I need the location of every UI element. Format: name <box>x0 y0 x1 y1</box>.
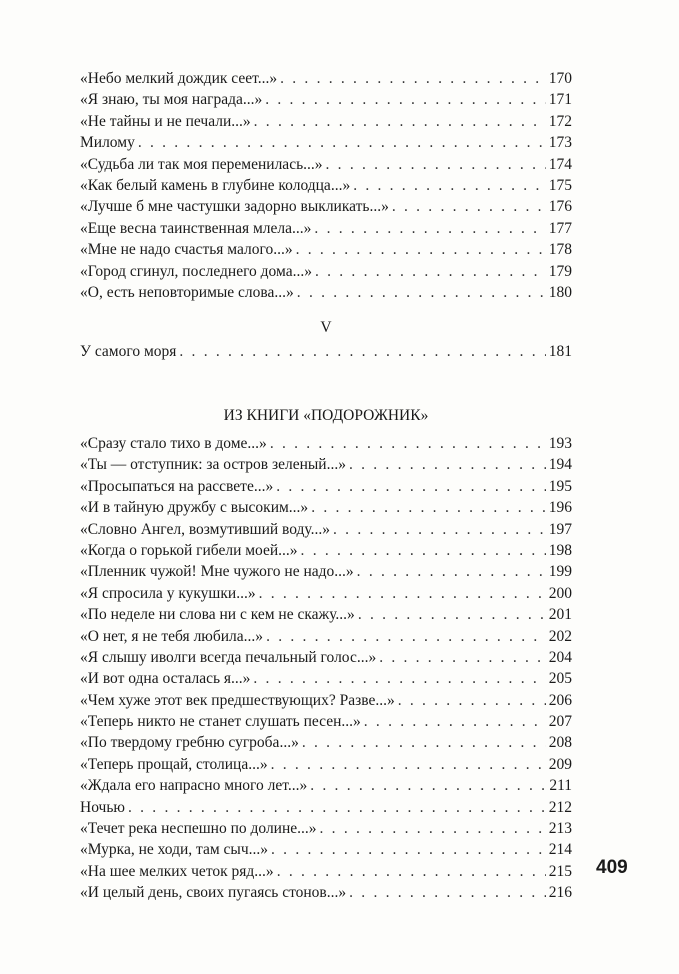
toc-entry <box>80 861 572 882</box>
toc-entry <box>80 754 572 775</box>
toc-entry <box>80 626 572 647</box>
toc-entry <box>80 261 572 282</box>
entry-page: 172 <box>548 112 572 130</box>
leader-dots <box>392 196 546 217</box>
entry-title: «Ждала его напрасно много лет...» <box>80 777 308 795</box>
toc-entry <box>80 497 572 518</box>
entry-title: «Ты — отступник: за остров зеленый...» <box>80 456 346 474</box>
toc-entry <box>80 711 572 732</box>
toc-entry <box>80 690 572 711</box>
leader-dots <box>271 839 546 860</box>
toc-entry <box>80 132 572 153</box>
entry-page: 216 <box>548 884 572 902</box>
entry-page: 209 <box>548 755 572 773</box>
section-heading-book: ИЗ КНИГИ «ПОДОРОЖНИК» <box>223 407 429 424</box>
toc-entry <box>80 454 572 475</box>
entry-page: 201 <box>548 606 572 624</box>
leader-dots <box>277 861 546 882</box>
leader-dots <box>270 433 546 454</box>
entry-page: 207 <box>548 713 572 731</box>
entry-title: «Как белый камень в глубине колодца...» <box>80 176 351 194</box>
entry-title: «Не тайны и не печали...» <box>80 112 251 130</box>
leader-dots <box>253 668 545 689</box>
entry-title: «И вот одна осталась я...» <box>80 670 251 688</box>
entry-page: 179 <box>548 262 572 280</box>
entry-title: «Небо мелкий дождик сеет...» <box>80 70 278 87</box>
entry-page: 175 <box>548 176 572 194</box>
leader-dots <box>138 132 546 153</box>
entry-title: «Я спросила у кукушки...» <box>80 584 256 602</box>
leader-dots <box>311 497 546 518</box>
toc-entry <box>80 561 572 582</box>
toc-entry <box>80 476 572 497</box>
entry-title: «Течет река неспешно по долине...» <box>80 820 317 838</box>
leader-dots <box>280 68 546 89</box>
toc-entry <box>80 839 572 860</box>
toc-entry <box>80 111 572 132</box>
entry-page: 212 <box>548 798 572 816</box>
entry-page: 174 <box>548 155 572 173</box>
entry-title: «Лучше б мне частушки задорно выкликать...» <box>80 198 389 216</box>
leader-dots <box>326 154 546 175</box>
entry-page: 176 <box>548 198 572 216</box>
entry-page: 181 <box>548 343 572 360</box>
entry-page: 195 <box>548 477 572 495</box>
toc-entry <box>80 282 572 303</box>
entry-page: 208 <box>548 734 572 752</box>
entry-title: «Теперь никто не станет слушать песен...» <box>80 713 361 731</box>
entry-title: «Когда о горькой гибели моей...» <box>80 541 298 559</box>
entry-title: «И целый день, своих пугаясь стонов...» <box>80 884 347 902</box>
entry-page: 170 <box>548 70 572 87</box>
toc-entry <box>80 89 572 110</box>
leader-dots <box>297 282 546 303</box>
entry-title: «Я знаю, ты моя награда...» <box>80 91 263 109</box>
toc-entry <box>80 540 572 561</box>
entry-title: Ночью <box>80 798 125 816</box>
leader-dots <box>349 454 546 475</box>
entry-title: «О, есть неповторимые слова...» <box>80 283 294 301</box>
leader-dots <box>358 604 546 625</box>
entry-title: «Город сгинул, последнего дома...» <box>80 262 312 280</box>
toc-entry <box>80 604 572 625</box>
section-heading-v: V <box>320 319 332 336</box>
leader-dots <box>364 711 546 732</box>
leader-dots <box>128 797 546 818</box>
leader-dots <box>266 626 546 647</box>
toc-entry <box>80 433 572 454</box>
entry-title: «Просыпаться на рассвете...» <box>80 477 274 495</box>
leader-dots <box>353 175 546 196</box>
leader-dots <box>379 647 546 668</box>
entry-title: «Судьба ли так моя переменилась...» <box>80 155 323 173</box>
entry-title: У самого моря <box>80 343 177 360</box>
toc-entry <box>80 341 572 362</box>
toc-entry <box>80 154 572 175</box>
entry-page: 177 <box>548 219 572 237</box>
toc-section-a <box>80 68 572 303</box>
entry-page: 171 <box>548 91 572 109</box>
entry-page: 200 <box>548 584 572 602</box>
entry-title: «Чем хуже этот век предшествующих? Разве...» <box>80 691 395 709</box>
leader-dots <box>398 690 546 711</box>
entry-page: 196 <box>548 499 572 517</box>
entry-page: 205 <box>548 670 572 688</box>
leader-dots <box>271 754 546 775</box>
entry-page: 206 <box>548 691 572 709</box>
leader-dots <box>296 239 546 260</box>
entry-title: «Сразу стало тихо в доме...» <box>80 435 267 452</box>
entry-title: Милому <box>80 134 135 152</box>
toc-entry <box>80 732 572 753</box>
entry-page: 198 <box>548 541 572 559</box>
leader-dots <box>357 561 546 582</box>
entry-page: 194 <box>548 456 572 474</box>
leader-dots <box>276 476 546 497</box>
leader-dots <box>314 218 545 239</box>
toc-section-v <box>80 341 572 362</box>
toc-entry <box>80 882 572 903</box>
entry-title: «Пленник чужой! Мне чужого не надо...» <box>80 563 354 581</box>
leader-dots <box>301 540 546 561</box>
toc-entry <box>80 196 572 217</box>
leader-dots <box>254 111 546 132</box>
leader-dots <box>349 882 546 903</box>
entry-title: «Еще весна таинственная млела...» <box>80 219 312 237</box>
leader-dots <box>265 89 546 110</box>
entry-page: 214 <box>548 841 572 859</box>
toc-section-book <box>80 433 572 904</box>
entry-title: «Я слышу иволги всегда печальный голос...» <box>80 648 377 666</box>
toc-entry <box>80 775 572 796</box>
leader-dots <box>179 341 545 362</box>
entry-page: 199 <box>548 563 572 581</box>
toc-entry <box>80 519 572 540</box>
entry-page: 197 <box>548 520 572 538</box>
entry-title: «По твердому гребню сугроба...» <box>80 734 299 752</box>
entry-title: «О нет, я не тебя любила...» <box>80 627 264 645</box>
entry-title: «Словно Ангел, возмутивший воду...» <box>80 520 331 538</box>
entry-page: 180 <box>548 283 572 301</box>
entry-page: 173 <box>548 134 572 152</box>
leader-dots <box>310 775 546 796</box>
leader-dots <box>259 583 546 604</box>
entry-title: «Теперь прощай, столица...» <box>80 755 268 773</box>
entry-title: «Мне не надо счастья малого...» <box>80 241 293 259</box>
entry-page: 202 <box>548 627 572 645</box>
entry-title: «По неделе ни слова ни с кем не скажу...» <box>80 606 355 624</box>
toc-entry <box>80 647 572 668</box>
entry-page: 178 <box>548 241 572 259</box>
entry-page: 193 <box>548 435 572 452</box>
entry-page: 211 <box>549 777 572 795</box>
toc-entry <box>80 668 572 689</box>
entry-page: 215 <box>548 862 572 880</box>
leader-dots <box>320 818 546 839</box>
entry-title: «На шее мелких четок ряд...» <box>80 862 274 880</box>
leader-dots <box>315 261 546 282</box>
page-number: 409 <box>596 857 628 878</box>
entry-title: «Мурка, не ходи, там сыч...» <box>80 841 269 859</box>
toc-entry <box>80 818 572 839</box>
toc-entry <box>80 175 572 196</box>
toc-entry <box>80 68 572 89</box>
leader-dots <box>333 519 546 540</box>
toc-entry <box>80 218 572 239</box>
leader-dots <box>302 732 546 753</box>
toc-entry <box>80 797 572 818</box>
entry-page: 204 <box>548 648 572 666</box>
toc-entry <box>80 239 572 260</box>
toc-entry <box>80 583 572 604</box>
entry-page: 213 <box>548 820 572 838</box>
entry-title: «И в тайную дружбу с высоким...» <box>80 499 309 517</box>
